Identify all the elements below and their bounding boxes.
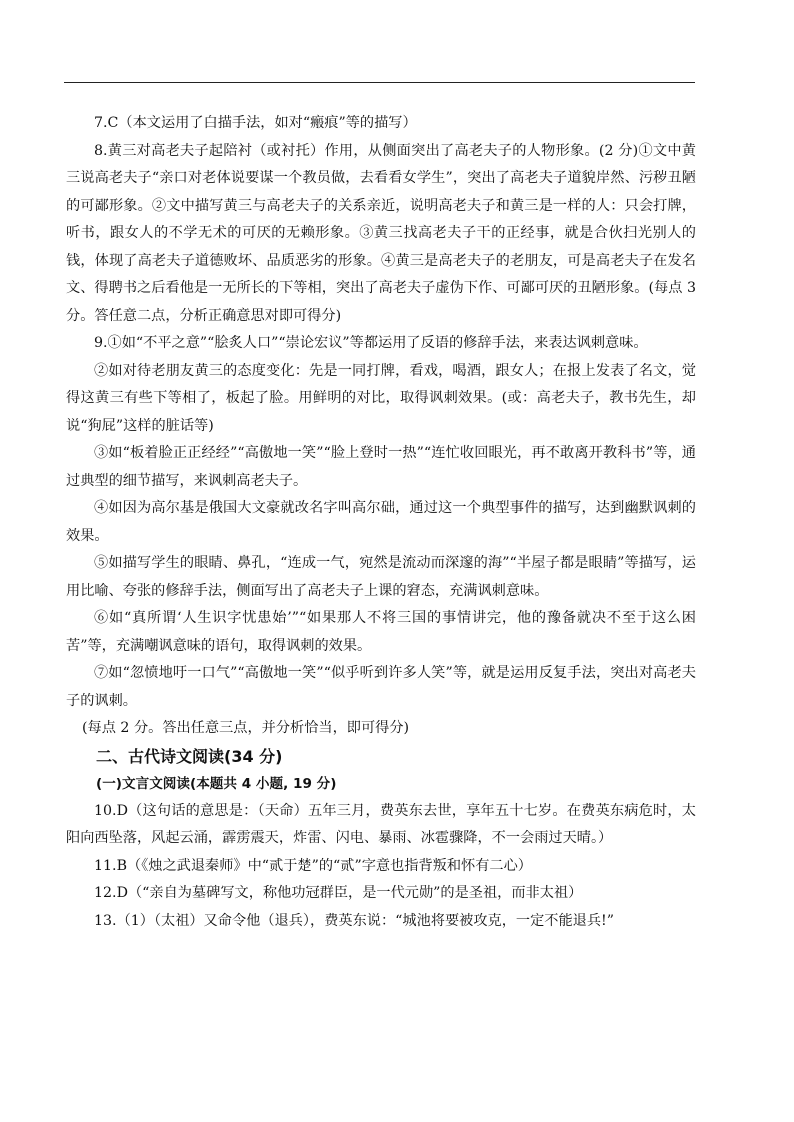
subsection-heading: (一)文言文阅读(本题共 4 小题, 19 分) bbox=[96, 775, 337, 792]
answer-9-5: ⑤如描写学生的眼睛、鼻孔，“连成一气，宛然是流动而深邃的海”“半屋子都是眼睛”等描写，运用比喻、夸张的修辞手法，侧面写出了高老夫子上课的窘态，充满讽刺意味。 bbox=[66, 555, 696, 599]
answer-7: 7.C（本文运用了白描手法，如对“瘢痕”等的描写） bbox=[94, 115, 417, 131]
answer-9-3: ③如“板着脸正正经经”“高傲地一笑”“脸上登时一热”“连忙收回眼光，再不敢离开教科书”等，通过典型的细节描写，来讽刺高老夫子。 bbox=[66, 445, 696, 489]
answer-9-6: ⑥如“真所谓‘人生识字忧患始’”“如果那人不将三国的事情讲完，他的豫备就决不至于这么困苦”等，充满嘲讽意味的语句，取得讽刺的效果。 bbox=[66, 610, 696, 654]
answer-9-4: ④如因为高尔基是俄国大文豪就改名字叫高尔础，通过这一个典型事件的描写，达到幽默讽刺的效果。 bbox=[66, 500, 696, 544]
answer-10: 10.D（这句话的意思是：（天命）五年三月，费英东去世，享年五十七岁。在费英东病危时，太阳向西坠落，风起云涌，霹雳震天，炸雷、闪电、暴雨、冰雹骤降，不一会雨过天晴。） bbox=[66, 802, 696, 846]
answer-9-scoring-note: (每点 2 分。答出任意三点，并分析恰当，即可得分) bbox=[82, 720, 410, 736]
answer-11: 11.B（《烛之武退秦师》中“贰于楚”的“贰”字意也指背叛和怀有二心） bbox=[94, 857, 532, 874]
document-body bbox=[66, 110, 696, 935]
answer-9-2: ②如对待老朋友黄三的态度变化：先是一同打牌，看戏，喝酒，跟女人；在报上发表了名文，觉得这黄三有些下等相了，板起了脸。用鲜明的对比，取得讽刺效果。(或：高老夫子，教书先生，却说“狗屁”这样的脏话等) bbox=[66, 362, 696, 434]
answer-8: 8.黄三对高老夫子起陪衬（或衬托）作用，从侧面突出了高老夫子的人物形象。(2 分)①文中黄三说高老夫子“亲口对老体说要谋一个教员做，去看看女学生”，突出了高老夫子道貌岸然、污秽丑陋的可鄙形象。②文中描写黄三与高老夫子的关系亲近，说明高老夫子和黄三是一样的人：只会打牌，听书，跟女人的不学无术的可厌的无赖形象。③黄三找高老夫子干的正经事，就是合伙扫光别人的钱，体现了高老夫子道德败坏、品质恶劣的形象。④黄三是高老夫子的老朋友，可是高老夫子在发名文、得聘书之后看他是一无所长的下等相，突出了高老夫子虚伪下作、可鄙可厌的丑陋形象。(每点 3 分。答任意二点，分析正确意思对即可得分) bbox=[66, 142, 696, 324]
answer-12: 12.D（“亲自为墓碑写文，称他功冠群臣，是一代元勋”的是圣祖，而非太祖） bbox=[94, 885, 583, 901]
answer-9-7: ⑦如“忽愤地吁一口气”“高傲地一笑”“似乎听到许多人笑”等，就是运用反复手法，突出对高老夫子的讽刺。 bbox=[66, 665, 696, 709]
header-rule bbox=[64, 82, 695, 83]
section-heading: 二、古代诗文阅读(34 分) bbox=[96, 746, 283, 766]
answer-9-1: 9.①如“不平之意”“脍炙人口”“崇论宏议”等都运用了反语的修辞手法，来表达讽刺意味。 bbox=[94, 335, 648, 351]
answer-13: 13.（1）（太祖）又命令他（退兵），费英东说：“城池将要被攻克，一定不能退兵!” bbox=[94, 912, 614, 929]
